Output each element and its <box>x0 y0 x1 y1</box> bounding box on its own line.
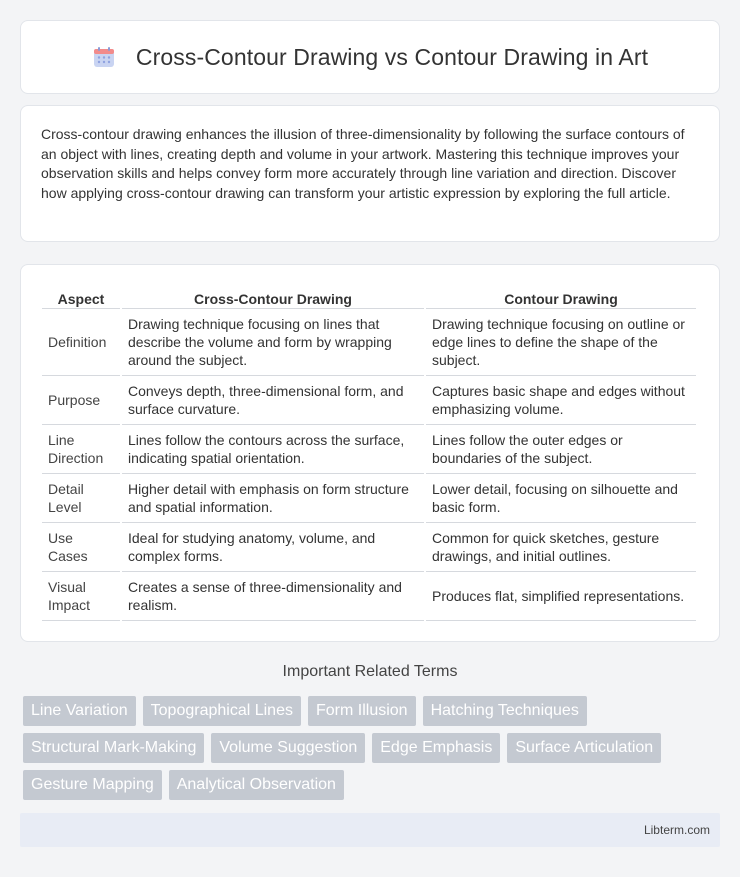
related-terms-heading: Important Related Terms <box>282 663 458 680</box>
tag-analytical-observation[interactable]: Analytical Observation <box>169 770 344 800</box>
tag-gesture-mapping[interactable]: Gesture Mapping <box>23 770 162 800</box>
calendar-icon <box>92 45 116 69</box>
aspect-cell: Use Cases <box>42 523 120 572</box>
aspect-cell: Line Direction <box>42 425 120 474</box>
tag-volume-suggestion[interactable]: Volume Suggestion <box>211 733 365 763</box>
contour-cell: Produces flat, simplified representations. <box>426 572 696 621</box>
aspect-cell: Purpose <box>42 376 120 425</box>
page-title: Cross-Contour Drawing vs Contour Drawing in Art <box>135 43 649 70</box>
comparison-table-card <box>20 264 720 642</box>
table-row <box>42 572 696 621</box>
tag-line-variation[interactable]: Line Variation <box>23 696 136 726</box>
column-header-contour: Contour Drawing <box>426 285 696 309</box>
aspect-cell: Detail Level <box>42 474 120 523</box>
footer <box>20 813 720 847</box>
tag-edge-emphasis[interactable]: Edge Emphasis <box>372 733 500 763</box>
cross-contour-cell: Creates a sense of three-dimensionality and realism. <box>122 572 424 621</box>
table-row <box>42 523 696 572</box>
table-row <box>42 376 696 425</box>
table-row <box>42 309 696 376</box>
cross-contour-cell: Higher detail with emphasis on form structure and spatial information. <box>122 474 424 523</box>
tag-form-illusion[interactable]: Form Illusion <box>308 696 416 726</box>
contour-cell: Captures basic shape and edges without emphasizing volume. <box>426 376 696 425</box>
cross-contour-cell: Ideal for studying anatomy, volume, and complex forms. <box>122 523 424 572</box>
contour-cell: Lower detail, focusing on silhouette and basic form. <box>426 474 696 523</box>
comparison-table <box>40 285 698 621</box>
table-row <box>42 474 696 523</box>
column-header-aspect: Aspect <box>42 285 120 309</box>
contour-cell: Lines follow the outer edges or boundaries of the subject. <box>426 425 696 474</box>
tag-topographical-lines[interactable]: Topographical Lines <box>143 696 301 726</box>
cross-contour-cell: Lines follow the contours across the surface, indicating spatial orientation. <box>122 425 424 474</box>
aspect-cell: Visual Impact <box>42 572 120 621</box>
tag-surface-articulation[interactable]: Surface Articulation <box>507 733 661 763</box>
contour-cell: Common for quick sketches, gesture drawings, and initial outlines. <box>426 523 696 572</box>
table-header-row <box>42 285 696 309</box>
cross-contour-cell: Conveys depth, three-dimensional form, and surface curvature. <box>122 376 424 425</box>
table-row <box>42 425 696 474</box>
column-header-cross-contour: Cross-Contour Drawing <box>122 285 424 309</box>
footer-site-link[interactable]: Libterm.com <box>643 823 710 837</box>
aspect-cell: Definition <box>42 309 120 376</box>
intro-paragraph: Cross-contour drawing enhances the illusion of three-dimensionality by following the surface contours of an object with lines, creating depth and volume in your artwork. Mastering this technique improves your observation skills and helps convey form more accurately through line variation and direction. Discover how applying cross-contour drawing can transform your artistic expression by exploring the full article. <box>41 126 685 201</box>
contour-cell: Drawing technique focusing on outline or edge lines to define the shape of the subject. <box>426 309 696 376</box>
header-card <box>20 20 720 94</box>
related-terms-list <box>23 696 683 800</box>
tag-structural-mark-making[interactable]: Structural Mark-Making <box>23 733 204 763</box>
tag-hatching-techniques[interactable]: Hatching Techniques <box>423 696 587 726</box>
cross-contour-cell: Drawing technique focusing on lines that describe the volume and form by wrapping around the subject. <box>122 309 424 376</box>
intro-card <box>20 105 720 242</box>
